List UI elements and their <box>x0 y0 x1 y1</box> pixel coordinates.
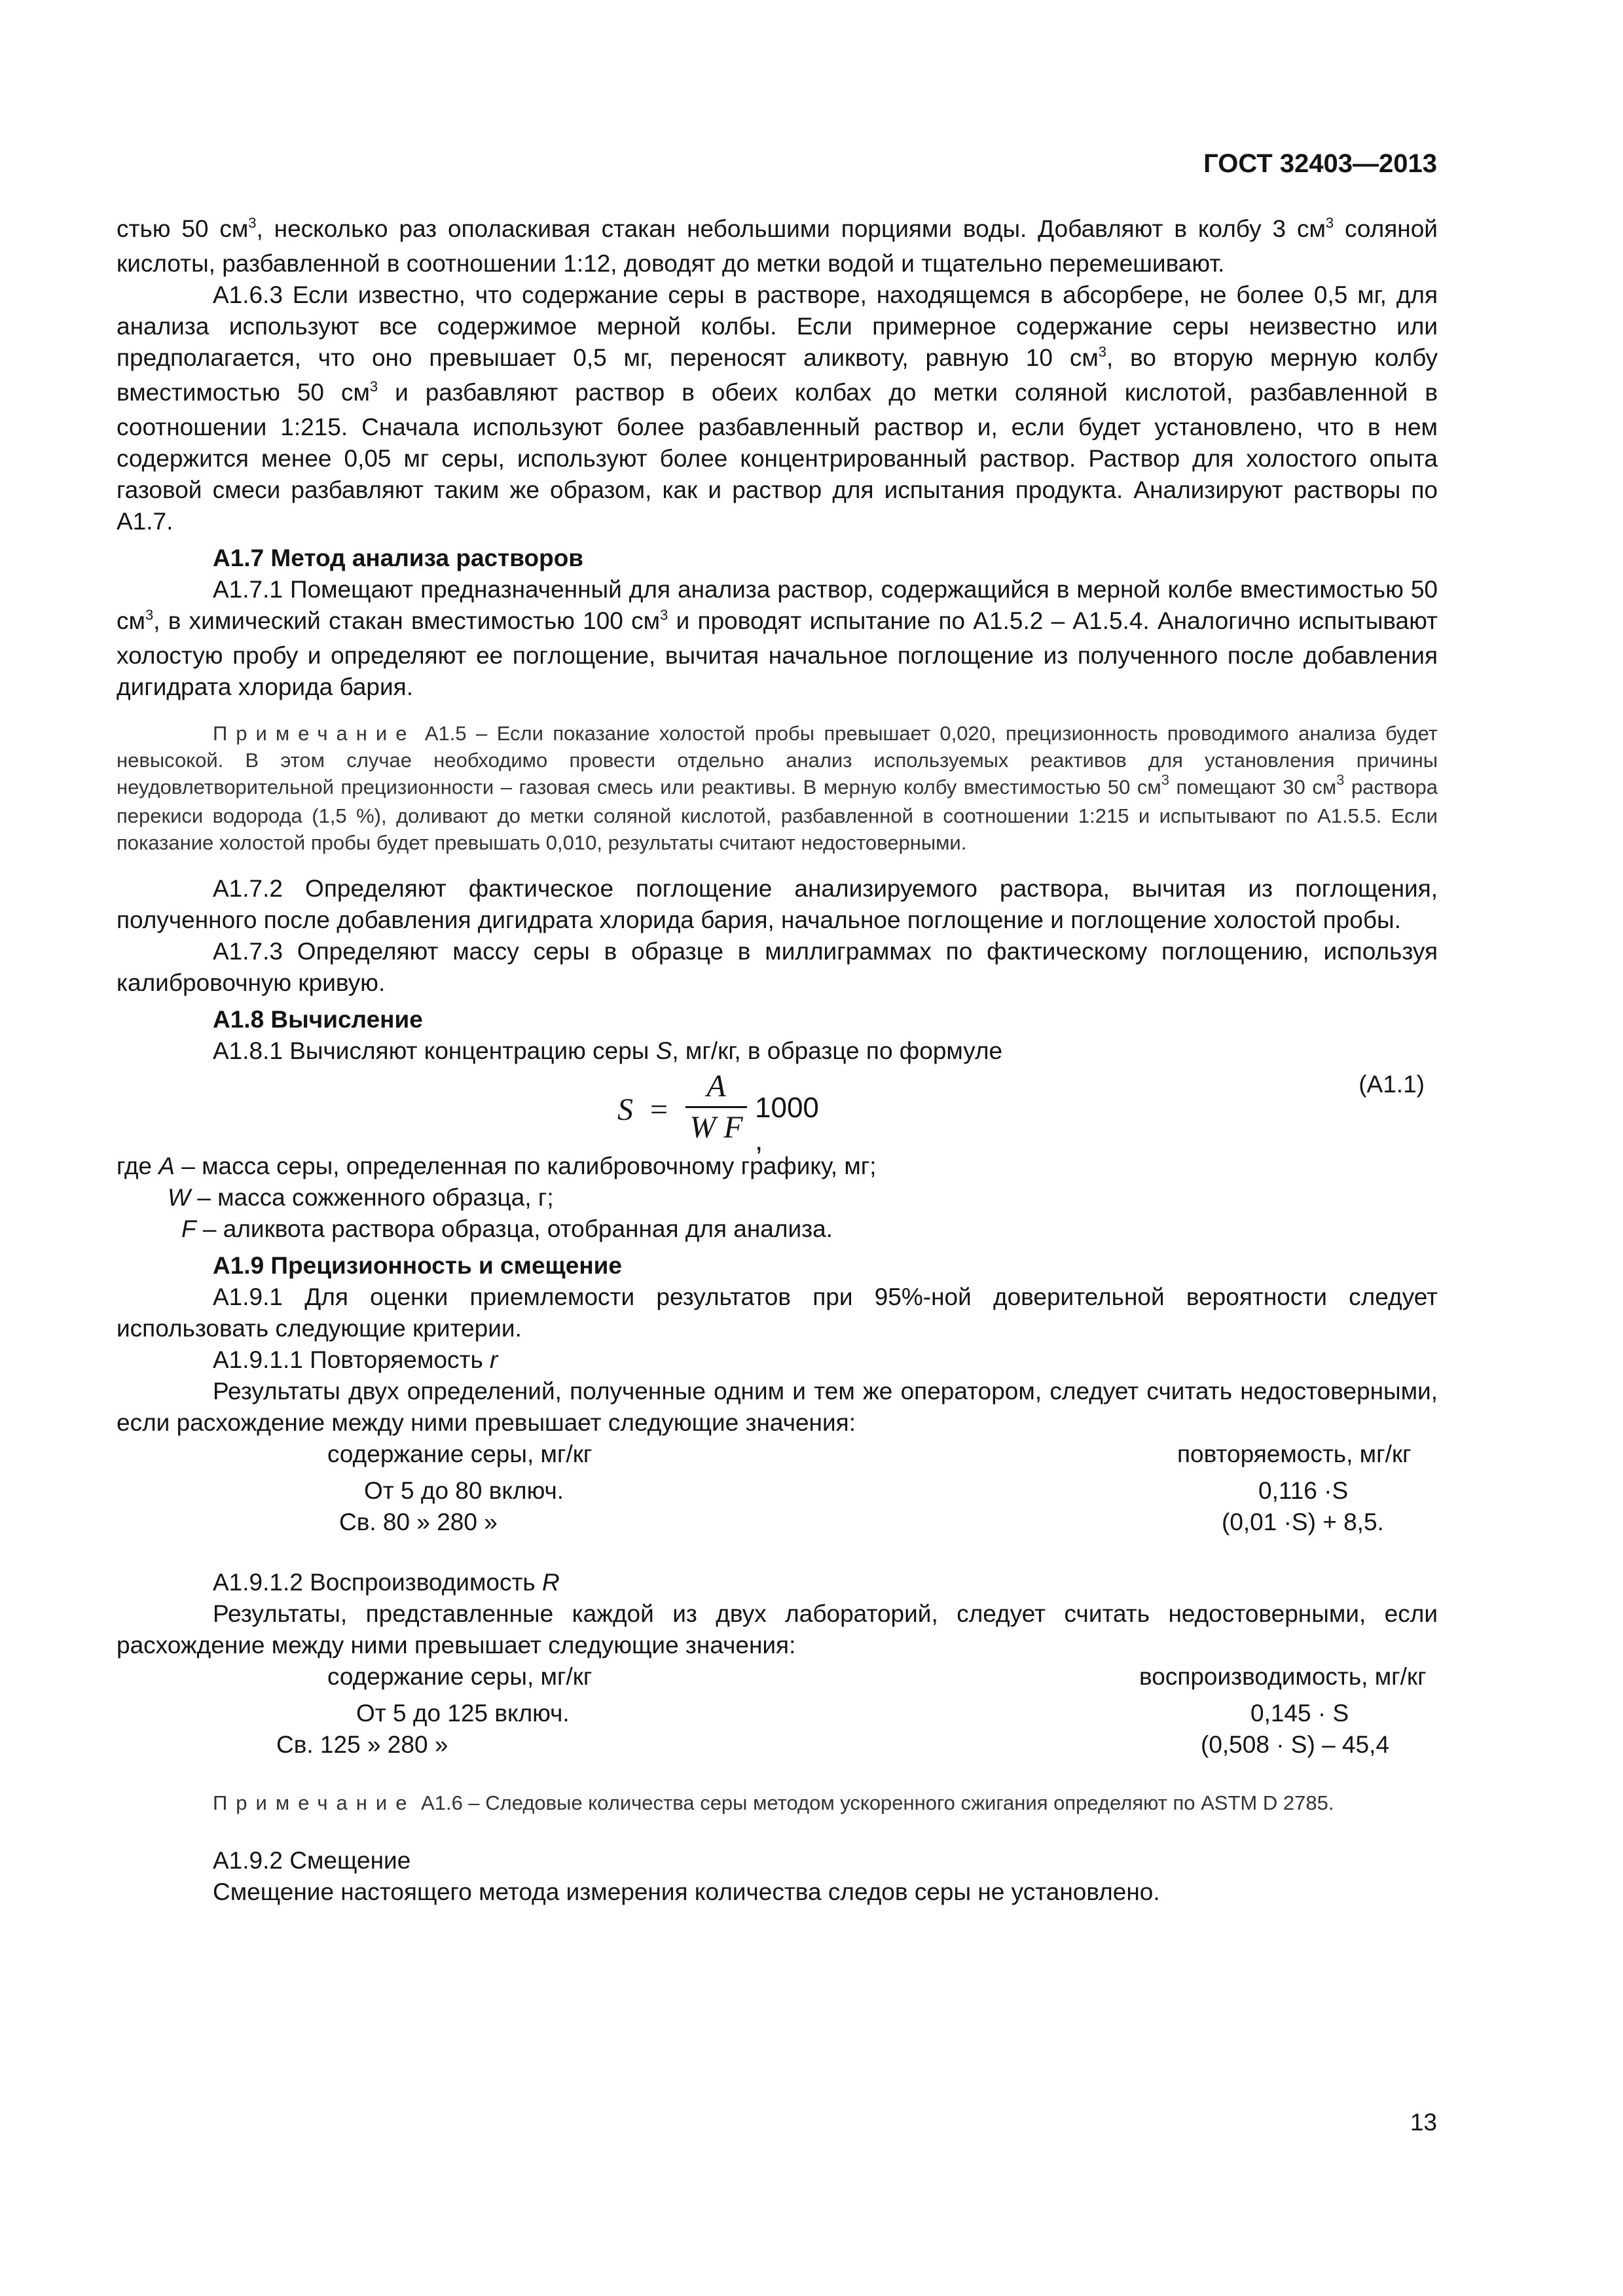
reproducibility-text: Результаты, представленные каждой из двух лабораторий, следует считать недостоверными, если расхождение между ними превышает следующие значения: <box>117 1600 1438 1659</box>
note-label: Примечание <box>213 1791 416 1814</box>
text-run: , в химический стакан вместимостью 100 см <box>153 607 661 634</box>
text-run: и проводят испытание по А1.5.2 – А1.5.4. Аналогично испытывают холостую пробу и определяют ее поглощение, вычитая начальное поглощение из полученного после добавления дигидрата хлорида бария. <box>117 607 1438 700</box>
text-run: – масса серы, определенная по калибровочному графику, мг; <box>174 1153 877 1179</box>
paragraph-a1-9-1: А1.9.1 Для оценки приемлемости результатов при 95%-ной доверительной вероятности следует использовать следующие критерии. <box>117 1283 1438 1342</box>
text-run: А1.6 – Следовые количества серы методом ускоренного сжигания определяют по ASTM D 2785. <box>415 1791 1334 1814</box>
section-heading-a1-9: А1.9 Прецизионность и смещение <box>213 1252 622 1279</box>
formula-denominator: W F <box>689 1110 743 1145</box>
formula-lhs: S <box>617 1092 633 1127</box>
superscript: 3 <box>248 215 257 231</box>
table-header-row <box>117 1661 1438 1693</box>
formula-a1-1 <box>117 1067 1438 1157</box>
table-cell: (0,01 ·S) + 8,5. <box>1222 1509 1384 1535</box>
paragraph-a1-9-2: А1.9.2 Смещение <box>213 1847 411 1874</box>
text-run: – аликвота раствора образца, отобранная для анализа. <box>196 1215 833 1242</box>
text-run: и разбавляют раствор в обеих колбах до метки соляной кислотой, разбавленной в соотношении 1:215. Сначала используют более разбавленный раствор и, если будет установлено, что в нем содержится менее 0,05 мг серы, используют более концентрированный раствор. Раствор для холостого опыта газовой смеси разбавляют таким же образом, как и раствор для испытания продукта. Анализируют растворы по А1.7. <box>117 379 1438 535</box>
formula-numerator: A <box>706 1069 726 1103</box>
variable: r <box>490 1346 498 1373</box>
formula-equals: = <box>650 1092 668 1127</box>
table-cell: От 5 до 80 включ. <box>364 1477 564 1504</box>
table-cell: 0,145 · S <box>1250 1700 1349 1727</box>
text-run: , во вторую мерную колбу вместимостью 50 см <box>117 344 1438 406</box>
variable: F <box>181 1215 196 1242</box>
variable: R <box>541 1569 560 1596</box>
text-run: А1.9.1.1 Повторяемость <box>213 1346 490 1373</box>
table-row <box>117 1507 1438 1538</box>
text-run: А1.9.1.2 Воспроизводимость <box>213 1569 542 1596</box>
table-cell: От 5 до 125 включ. <box>356 1700 570 1727</box>
paragraph-a1-6-3 <box>117 279 1438 537</box>
superscript: 3 <box>1336 772 1345 788</box>
variable: A <box>158 1153 175 1179</box>
superscript: 3 <box>660 607 668 623</box>
variable: W <box>168 1184 191 1211</box>
table-row <box>117 1698 1438 1729</box>
continued-paragraph <box>117 213 1438 279</box>
formula-fraction <box>685 1067 747 1147</box>
section-heading-a1-7: А1.7 Метод анализа растворов <box>213 545 584 571</box>
document-code-header: ГОСТ 32403—2013 <box>1203 149 1437 178</box>
table-header-cell: содержание серы, мг/кг <box>327 1663 593 1690</box>
text-run: стью 50 см <box>117 215 249 242</box>
text-run: раствора перекиси водорода (1,5 %), доливают до метки соляной кислотой, разбавленной в соотношении 1:215 и испытывают по А1.5.5. Если показание холостой пробы будет превышать 0,010, результаты считают недостоверными. <box>117 776 1438 854</box>
paragraph-a1-9-1-1 <box>117 1344 1438 1376</box>
text-run: А1.8.1 Вычисляют концентрацию серы <box>213 1037 656 1064</box>
text-run: соляной кислоты, разбавленной в соотношении 1:12, доводят до метки водой и тщательно перемешивают. <box>117 215 1438 277</box>
table-header-cell: повторяемость, мг/кг <box>1177 1441 1412 1467</box>
table-header-cell: содержание серы, мг/кг <box>327 1441 593 1467</box>
bias-text: Смещение настоящего метода измерения количества следов серы не установлено. <box>213 1878 1160 1905</box>
text-run: , мг/кг, в образце по формуле <box>672 1037 1003 1064</box>
variable: S <box>655 1037 672 1064</box>
formula-number: (А1.1) <box>1359 1071 1425 1098</box>
text-run: где <box>117 1153 159 1179</box>
table-cell: (0,508 · S) – 45,4 <box>1201 1731 1389 1758</box>
text-run: А1.6.3 Если известно, что содержание серы в растворе, находящемся в абсорбере, не более 0,5 мг, для анализа используют все содержимое мерной колбы. Если примерное содержание серы неизвестно или предполагается, что оно превышает 0,5 мг, переносят аликвоту, равную 10 см <box>117 281 1438 371</box>
paragraph-a1-8-1 <box>117 1035 1438 1067</box>
definition-f <box>117 1213 1438 1245</box>
text-run: А1.7.1 Помещают предназначенный для анализа раствор, содержащийся в мерной колбе вместимостью 50 см <box>117 576 1438 634</box>
formula-multiplier: 1000 , <box>755 1092 819 1157</box>
variable-definitions <box>117 1151 1438 1245</box>
text-run: А1.5 – Если показание холостой пробы превышает 0,020, прецизионность проводимого анализа будет невысокой. В этом случае необходимо провести отдельно анализ используемых реактивов для установления причины неудовлетворительной прецизионности – газовая смесь или реактивы. В мерную колбу вместимостью 50 см <box>117 722 1438 798</box>
paragraph-a1-7-1 <box>117 574 1438 703</box>
table-header-cell: воспроизводимость, мг/кг <box>1139 1663 1427 1690</box>
paragraph-a1-9-1-2 <box>117 1567 1438 1598</box>
reproducibility-table <box>117 1661 1438 1761</box>
superscript: 3 <box>145 607 154 623</box>
table-row <box>117 1729 1438 1761</box>
note-label: Примечание <box>213 722 416 745</box>
text-run: помещают 30 см <box>1169 776 1337 798</box>
superscript: 3 <box>1325 215 1334 231</box>
repeatability-text: Результаты двух определений, полученные одним и тем же оператором, следует считать недостоверными, если расхождение между ними превышает следующие значения: <box>117 1378 1438 1436</box>
superscript: 3 <box>369 378 378 395</box>
text-run: , несколько раз ополаскивая стакан небольшими порциями воды. Добавляют в колбу 3 см <box>256 215 1326 242</box>
table-cell: Св. 125 » 280 » <box>276 1731 448 1758</box>
page-number: 13 <box>1410 2109 1437 2136</box>
page-body <box>117 213 1438 1908</box>
table-cell: Св. 80 » 280 » <box>339 1509 498 1535</box>
paragraph-a1-7-3: А1.7.3 Определяют массу серы в образце в миллиграммах по фактическому поглощению, используя калибровочную кривую. <box>117 938 1438 996</box>
definition-w <box>117 1182 1438 1213</box>
table-header-row <box>117 1439 1438 1470</box>
repeatability-table <box>117 1439 1438 1538</box>
table-cell: 0,116 ·S <box>1258 1477 1349 1504</box>
note-a1-5 <box>117 720 1438 856</box>
section-heading-a1-8: А1.8 Вычисление <box>213 1006 423 1033</box>
table-row <box>117 1475 1438 1507</box>
superscript: 3 <box>1161 772 1169 788</box>
paragraph-a1-7-2: А1.7.2 Определяют фактическое поглощение анализируемого раствора, вычитая из поглощения, полученного после добавления дигидрата хлорида бария, начальное поглощение и поглощение холостой пробы. <box>117 875 1438 933</box>
superscript: 3 <box>1098 344 1107 360</box>
text-run: – масса сожженного образца, г; <box>190 1184 554 1211</box>
note-a1-6 <box>117 1789 1438 1816</box>
